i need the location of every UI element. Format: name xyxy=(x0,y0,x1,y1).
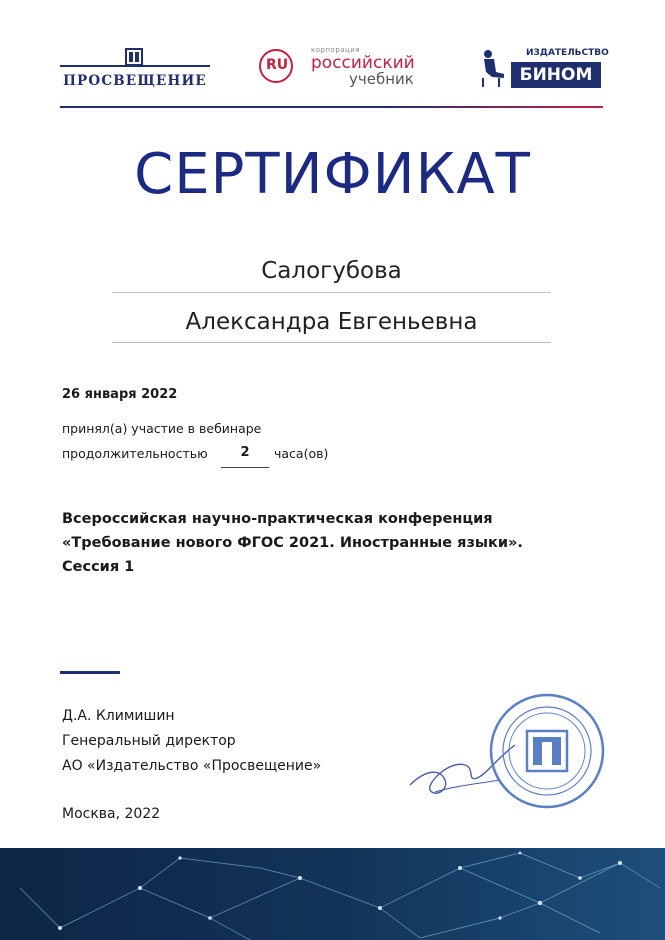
duration-value: 2 xyxy=(240,445,250,460)
header-divider xyxy=(60,106,603,108)
signatory-position: Генеральный директор xyxy=(62,733,236,749)
recipient-surname: Салогубова xyxy=(261,258,402,284)
event-title-line3: Сессия 1 xyxy=(62,559,135,575)
binom-publisher-label: ИЗДАТЕЛЬСТВО xyxy=(526,48,609,58)
event-title-line2: «Требование нового ФГОС 2021. Иностранные языки». xyxy=(62,535,523,551)
ru-brand-line2: учебник xyxy=(349,70,414,88)
footer-network-graphic xyxy=(0,848,665,940)
signatory-rule xyxy=(60,671,120,674)
event-title xyxy=(62,507,602,579)
signatory-organization: АО «Издательство «Просвещение» xyxy=(62,758,322,774)
ru-brand-line1: российский xyxy=(311,53,415,73)
signatory-name: Д.А. Климишин xyxy=(62,708,175,724)
duration-label: продолжительностью xyxy=(62,446,208,461)
event-title-line1: Всероссийская научно-практическая конференция xyxy=(62,511,493,527)
seated-figure-icon xyxy=(478,48,506,88)
duration-rule xyxy=(221,467,269,468)
event-date: 26 января 2022 xyxy=(62,387,178,402)
prosveshchenie-label: ПРОСВЕЩЕНИЕ xyxy=(63,73,207,89)
place-year: Москва, 2022 xyxy=(62,806,161,822)
given-names-rule xyxy=(112,342,551,343)
prosveshchenie-emblem-icon xyxy=(124,47,144,67)
participation-text: принял(а) участие в вебинаре xyxy=(62,421,262,436)
ru-emblem-icon: RU xyxy=(259,49,293,83)
ru-corporation-label: корпорация xyxy=(311,46,361,54)
rossiyskiy-uchebnik-logo xyxy=(259,46,439,90)
duration-unit: часа(ов) xyxy=(274,446,329,461)
certificate-title: СЕРТИФИКАТ xyxy=(134,142,531,207)
recipient-given-names: Александра Евгеньевна xyxy=(185,309,478,335)
binom-logo xyxy=(478,46,609,90)
surname-rule xyxy=(112,292,551,293)
binom-name: БИНОМ xyxy=(511,62,601,88)
prosveshchenie-logo xyxy=(60,47,210,92)
publisher-stamp xyxy=(487,691,607,811)
